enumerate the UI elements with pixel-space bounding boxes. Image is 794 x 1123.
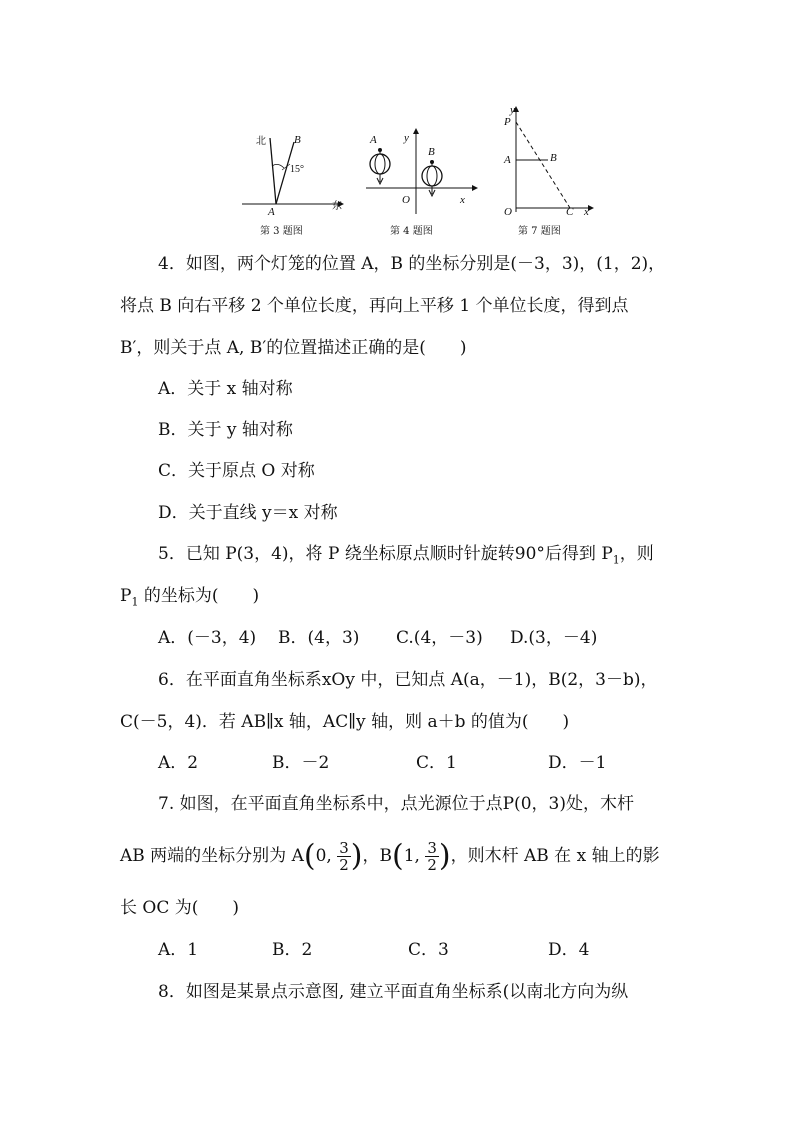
point-a-open-paren: ( [303,838,316,874]
figure-4 [360,104,480,236]
fraction-numerator: 3 [427,839,437,857]
north-line [270,138,276,204]
q7-line-2-text: AB 两端的坐标分别为 A [120,846,304,866]
point-b-open-paren: ( [391,838,404,874]
q7-option-b: B．2 [272,940,313,960]
q5-line-1-end: ，则 [619,544,654,564]
q7-point-b-text: ，B [362,846,392,866]
q7-line-1: 7. 如图，在平面直角坐标系中，点光源位于点P(0，3)处，木杆 [158,794,634,814]
point-b-label: B [550,152,557,164]
lantern-b-label: B [428,146,435,158]
q5-line-1-sub: 1 [612,553,620,567]
q5-line-2-sub: 1 [131,595,139,609]
point-b-close-paren: ) [438,838,451,874]
point-a-x: 0, [315,846,332,866]
q6-line-1: 6．在平面直角坐标系xOy 中，已知点 A(a，－1)，B(2，3－b)， [158,670,658,690]
q7-line-2 [120,836,700,877]
q4-option-c: C．关于原点 O 对称 [158,461,315,481]
q5-line-1 [158,542,738,572]
figure-3-caption: 第 3 题图 [260,226,303,237]
q4-line-2: 将点 B 向右平移 2 个单位长度，再向上平移 1 个单位长度，得到点 [120,296,629,316]
q5-line-2-end: 的坐标为( ) [138,586,260,606]
lantern-a-label: A [370,134,377,146]
q5-option-b: B．(4，3) [278,628,360,648]
angle-arc [272,164,284,168]
q4-line-1: 4．如图，两个灯笼的位置 A，B 的坐标分别是(－3，3)，(1，2)， [158,254,666,274]
point-a-label: A [268,206,275,218]
figure-4-caption: 第 4 题图 [390,226,433,237]
light-ray [516,122,570,208]
y-arrow [413,128,419,134]
q6-line-2: C(－5，4)．若 AB∥x 轴，AC∥y 轴，则 a＋b 的值为( ) [120,712,570,732]
point-b-fraction [425,840,439,873]
fraction-numerator: 3 [339,839,349,857]
q5-line-2 [120,584,700,614]
lantern-a [370,148,390,184]
q4-option-a: A．关于 x 轴对称 [158,379,293,399]
point-b-label: B [294,134,301,146]
x-axis-label: x [584,206,589,218]
y-axis-label: y [510,104,515,116]
figure-3 [238,104,348,236]
figure-4-diagram [360,104,480,236]
figure-7 [496,104,596,236]
x-arrow [472,185,478,191]
angle-label: 15° [290,164,304,175]
x-axis-label: x [460,194,465,206]
q6-option-a: A．2 [158,753,199,773]
point-c-label: C [566,206,574,218]
point-p-label: P [504,116,511,128]
north-label: 北 [256,136,266,147]
q6-option-d: D．－1 [548,753,607,773]
q4-line-3: B′，则关于点 A, B′的位置描述正确的是( ) [120,338,467,358]
q8-line-1: 8．如图是某景点示意图, 建立平面直角坐标系(以南北方向为纵 [158,982,629,1002]
q7-line-2-end: ，则木杆 AB 在 x 轴上的影 [450,846,660,866]
point-b-x: 1, [403,846,420,866]
origin-label: O [504,206,512,218]
figure-7-caption: 第 7 题图 [518,226,561,237]
figures-row [230,104,600,236]
q5-option-d: D.(3，－4) [510,628,598,648]
fraction-denominator: 2 [427,856,437,874]
q5-option-a: A．(－3，4) [158,628,257,648]
q7-option-a: A．1 [158,940,199,960]
origin-label: O [402,194,410,206]
lantern-b [422,160,442,196]
y-axis-label: y [404,132,409,144]
q5-line-2-text: P [120,586,132,606]
fraction-denominator: 2 [339,856,349,874]
q4-option-d: D．关于直线 y＝x 对称 [158,503,338,523]
q5-line-1-text: 5．已知 P(3，4)，将 P 绕坐标原点顺时针旋转90°后得到 P [158,544,613,564]
q7-option-c: C．3 [408,940,449,960]
q7-option-d: D．4 [548,940,590,960]
q5-option-c: C.(4，－3) [396,628,483,648]
east-label: 东 [332,201,342,212]
q6-option-c: C．1 [416,753,457,773]
point-a-fraction [337,840,351,873]
q4-option-b: B．关于 y 轴对称 [158,420,293,440]
point-a-label: A [504,154,511,166]
q6-option-b: B．－2 [272,753,330,773]
point-a-close-paren: ) [350,838,363,874]
q7-line-3: 长 OC 为( ) [120,898,240,918]
